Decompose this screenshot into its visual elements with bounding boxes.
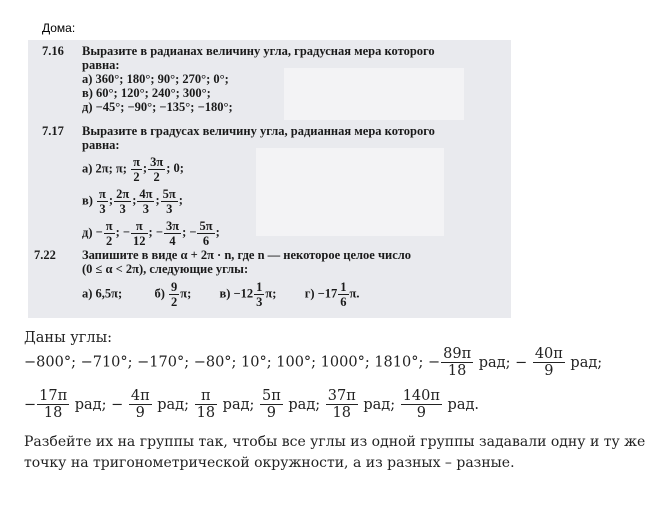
denominator: 18 <box>447 363 467 379</box>
textbook-scan <box>28 40 511 318</box>
page-label: Дома: <box>42 21 76 35</box>
numerator: π <box>99 187 106 201</box>
numerator: 140π <box>402 388 440 404</box>
denominator: 9 <box>544 363 554 379</box>
separator: ; 0; <box>166 161 184 176</box>
answer-c-suffix: π; <box>265 286 277 301</box>
problem-text: равна: <box>82 58 120 72</box>
fraction <box>161 187 178 216</box>
problem-number: 7.16 <box>42 44 64 58</box>
fraction <box>131 219 148 248</box>
fraction <box>326 388 358 421</box>
task-line-2: точку на тригонометрической окружности, а из разных – разные. <box>24 455 515 471</box>
numerator: 4π <box>139 187 153 201</box>
problem-7-17 <box>42 124 435 248</box>
fraction <box>195 388 217 421</box>
fraction <box>401 388 442 421</box>
separator: ; <box>115 225 120 240</box>
fraction <box>441 346 473 379</box>
problem-line: д) −45°; −90°; −135°; −180°; <box>82 100 233 114</box>
task-line-1: Разбейте их на группы так, чтобы все углы из одной группы задавали одну и ту же <box>24 434 646 450</box>
answer-d-prefix: г) −17 <box>304 286 338 301</box>
problem-text: (0 ≤ α < 2π), следующие углы: <box>82 262 249 276</box>
denominator: 3 <box>99 202 106 216</box>
separator: ; <box>142 161 148 176</box>
answer-c-prefix: в) −12 <box>219 286 254 301</box>
denominator: 18 <box>332 405 351 421</box>
given-line-1 <box>24 346 602 379</box>
numerator: 89π <box>443 346 472 362</box>
fraction-list <box>130 155 184 184</box>
fraction: $\frac{9}{2}$ <box>170 280 178 309</box>
fraction-list <box>95 219 220 248</box>
numerator: 2π <box>116 187 130 201</box>
denominator: 3 <box>119 202 126 216</box>
fraction <box>197 219 214 248</box>
angle-list: −800°; −710°; −170°; −80°; 10°; 100°; 1000°; 1810°; − <box>24 354 441 371</box>
fraction: $\frac{1}{6}$ <box>340 280 347 309</box>
denominator: 12 <box>133 234 146 248</box>
numerator: π <box>131 219 148 234</box>
numerator: π <box>133 155 140 169</box>
fraction <box>260 388 283 421</box>
separator: ; <box>215 225 220 240</box>
unit-label: рад. <box>442 396 479 413</box>
denominator: 3 <box>166 202 173 216</box>
separator: ; <box>148 225 153 240</box>
answer-a: а) 6,5π; <box>82 286 123 301</box>
separator: ; <box>182 225 187 240</box>
unit-label: рад; <box>358 396 400 413</box>
fraction <box>97 187 108 216</box>
numerator: 5π <box>162 187 176 201</box>
problem-line-d <box>42 219 435 248</box>
denominator: 18 <box>43 405 63 421</box>
fraction <box>129 388 152 421</box>
numerator: 4π <box>130 388 150 404</box>
line-prefix: в) <box>82 193 93 208</box>
denominator: 9 <box>135 405 145 421</box>
denominator: 2 <box>106 234 113 248</box>
denominator: 3 <box>142 202 150 216</box>
line-prefix: а) 2π; π; <box>82 161 127 176</box>
line-prefix: д) <box>82 225 93 240</box>
problem-text: Выразите в радианах величину угла, градусная мера которого <box>82 44 435 58</box>
problem-text: Выразите в градусах величину угла, радианная мера которого <box>82 124 435 138</box>
problem-text: равна: <box>82 138 120 152</box>
numerator: 3π <box>165 219 180 233</box>
sign: − <box>119 225 131 240</box>
fraction <box>131 155 142 184</box>
answer-b-prefix: б) <box>154 286 165 301</box>
given-heading: Даны углы: <box>24 330 113 346</box>
unit-label: рад; <box>152 396 194 413</box>
fraction <box>533 346 565 379</box>
numerator: 40π <box>534 346 563 362</box>
problem-line-b <box>42 187 435 216</box>
fraction <box>37 388 69 421</box>
denominator: 2 <box>133 170 140 184</box>
numerator: π <box>105 219 113 233</box>
unit-label: рад; <box>218 396 260 413</box>
problem-answers <box>34 280 411 309</box>
problem-number: 7.22 <box>34 248 56 262</box>
separator: ; <box>178 193 183 208</box>
unit-label: рад; <box>565 354 603 371</box>
fraction <box>137 187 154 216</box>
fraction-list <box>96 187 183 216</box>
numerator: 5π <box>262 388 281 404</box>
unit-label: рад; − <box>474 354 532 371</box>
answer-d-suffix: π. <box>349 286 360 301</box>
sign: − <box>186 225 197 240</box>
denominator: 9 <box>416 405 426 421</box>
fraction <box>164 219 181 248</box>
numerator: 17π <box>39 388 68 404</box>
problem-line: а) 360°; 180°; 90°; 270°; 0°; <box>82 72 229 86</box>
fraction <box>148 155 165 184</box>
numerator: π <box>195 388 217 405</box>
denominator: 6 <box>202 234 210 248</box>
problem-number: 7.17 <box>42 124 64 138</box>
problem-7-16 <box>42 44 435 114</box>
problem-line: в) 60°; 120°; 240°; 300°; <box>82 86 211 100</box>
sign: − <box>95 225 103 240</box>
sign: − <box>24 396 37 413</box>
numerator: 5π <box>199 219 213 233</box>
answer-b-suffix: π; <box>180 286 192 301</box>
unit-label: рад; − <box>70 396 128 413</box>
denominator: 18 <box>196 405 216 421</box>
given-line-2 <box>24 388 479 421</box>
sign: − <box>152 225 163 240</box>
separator: ; <box>132 193 137 208</box>
separator: ; <box>108 193 114 208</box>
unit-label: рад; <box>283 396 325 413</box>
fraction <box>104 219 115 248</box>
denominator: 4 <box>169 234 176 248</box>
fraction <box>114 187 131 216</box>
problem-text: Запишите в виде α + 2π · n, где n — некоторое целое число <box>82 248 412 262</box>
numerator: 37π <box>327 388 356 404</box>
problem-line-a <box>42 155 435 184</box>
fraction: $\frac{1}{3}$ <box>256 280 263 309</box>
problem-7-22 <box>34 248 411 309</box>
denominator: 2 <box>153 170 160 184</box>
numerator: 3π <box>150 155 164 169</box>
denominator: 9 <box>266 405 277 421</box>
separator: ; <box>155 193 160 208</box>
